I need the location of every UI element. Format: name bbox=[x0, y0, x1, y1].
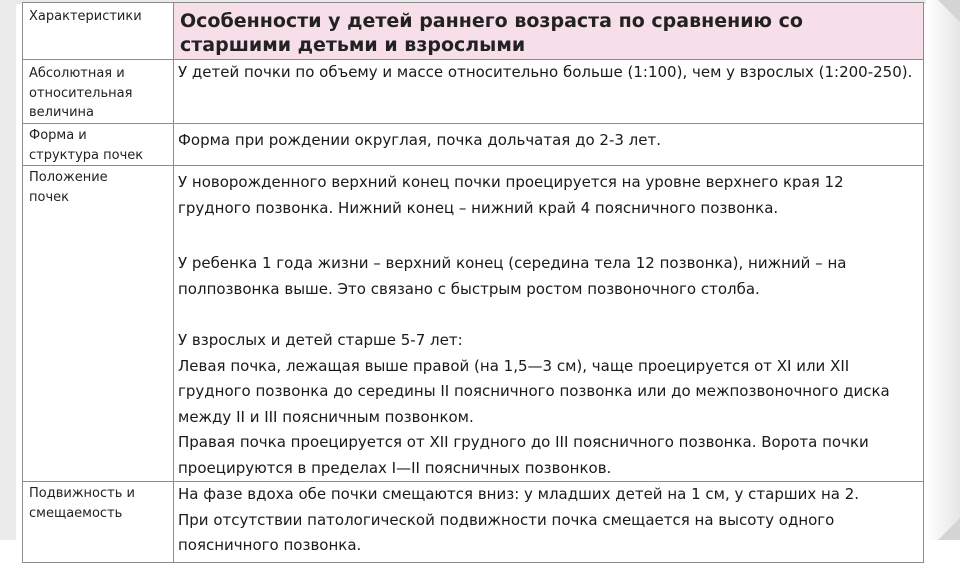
row-text-cell bbox=[174, 60, 924, 124]
row-text: У ребенка 1 года жизни – верхний конец (середина тела 12 позвонка), нижний – на полпозвонка выше. Это связано с быстрым ростом позвоночного столба. bbox=[178, 254, 847, 298]
row-label: Форма и структура почек bbox=[29, 128, 144, 163]
row-text: На фазе вдоха обе почки смещаются вниз: у младших детей на 1 см, у старших на 2. bbox=[178, 485, 860, 503]
row-label-cell bbox=[23, 60, 174, 124]
header-cell-characteristics bbox=[23, 3, 174, 60]
row-label: Абсолютная и относительная величина bbox=[29, 66, 133, 120]
row-text: При отсутствии патологической подвижности почка смещается на высоту одного поясничного позвонка. bbox=[178, 510, 835, 554]
row-label: Подвижность и смещаемость bbox=[29, 486, 135, 521]
row-label: Положение почек bbox=[29, 170, 108, 205]
corner-decoration-bottom bbox=[938, 518, 960, 540]
table-row bbox=[23, 124, 924, 166]
row-text: У детей почки по объему и массе относительно больше (1:100), чем у взрослых (1:200-250). bbox=[178, 63, 913, 81]
row-label-cell bbox=[23, 166, 174, 482]
row-text: Форма при рождении округлая, почка дольчатая до 2-3 лет. bbox=[178, 131, 661, 149]
header-cell-features bbox=[174, 3, 924, 60]
slide-left-border bbox=[0, 0, 16, 540]
row-text: Левая почка, лежащая выше правой (на 1,5—3 см), чаще проецируется от XI или XII грудного позвонка до середины II поясничного позвонка или до межпозвоночного диска между II и III поясничным позвонком. bbox=[178, 356, 890, 426]
row-text-cell bbox=[174, 482, 924, 563]
header-characteristics: Характеристики bbox=[29, 9, 142, 24]
header-features: Особенности у детей раннего возраста по сравнению со старшими детьми и взрослыми bbox=[180, 10, 803, 56]
corner-decoration-top bbox=[938, 0, 960, 22]
kidney-features-table bbox=[22, 2, 924, 563]
row-text: Правая почка проецируется от XII грудного до III поясничного позвонка. Ворота почки проецируются в пределах I—II поясничных позвонков. bbox=[178, 433, 869, 477]
row-text: У взрослых и детей старше 5-7 лет: bbox=[178, 331, 463, 349]
slide-right-border bbox=[926, 0, 960, 540]
table-row bbox=[23, 166, 924, 482]
table-row bbox=[23, 60, 924, 124]
row-label-cell bbox=[23, 124, 174, 166]
row-text-cell bbox=[174, 166, 924, 482]
table-header-row bbox=[23, 3, 924, 60]
row-text-cell bbox=[174, 124, 924, 166]
table-row bbox=[23, 482, 924, 563]
row-label-cell bbox=[23, 482, 174, 563]
row-text: У новорожденного верхний конец почки проецируется на уровне верхнего края 12 грудного позвонка. Нижний конец – нижний край 4 поясничного позвонка. bbox=[178, 173, 844, 217]
